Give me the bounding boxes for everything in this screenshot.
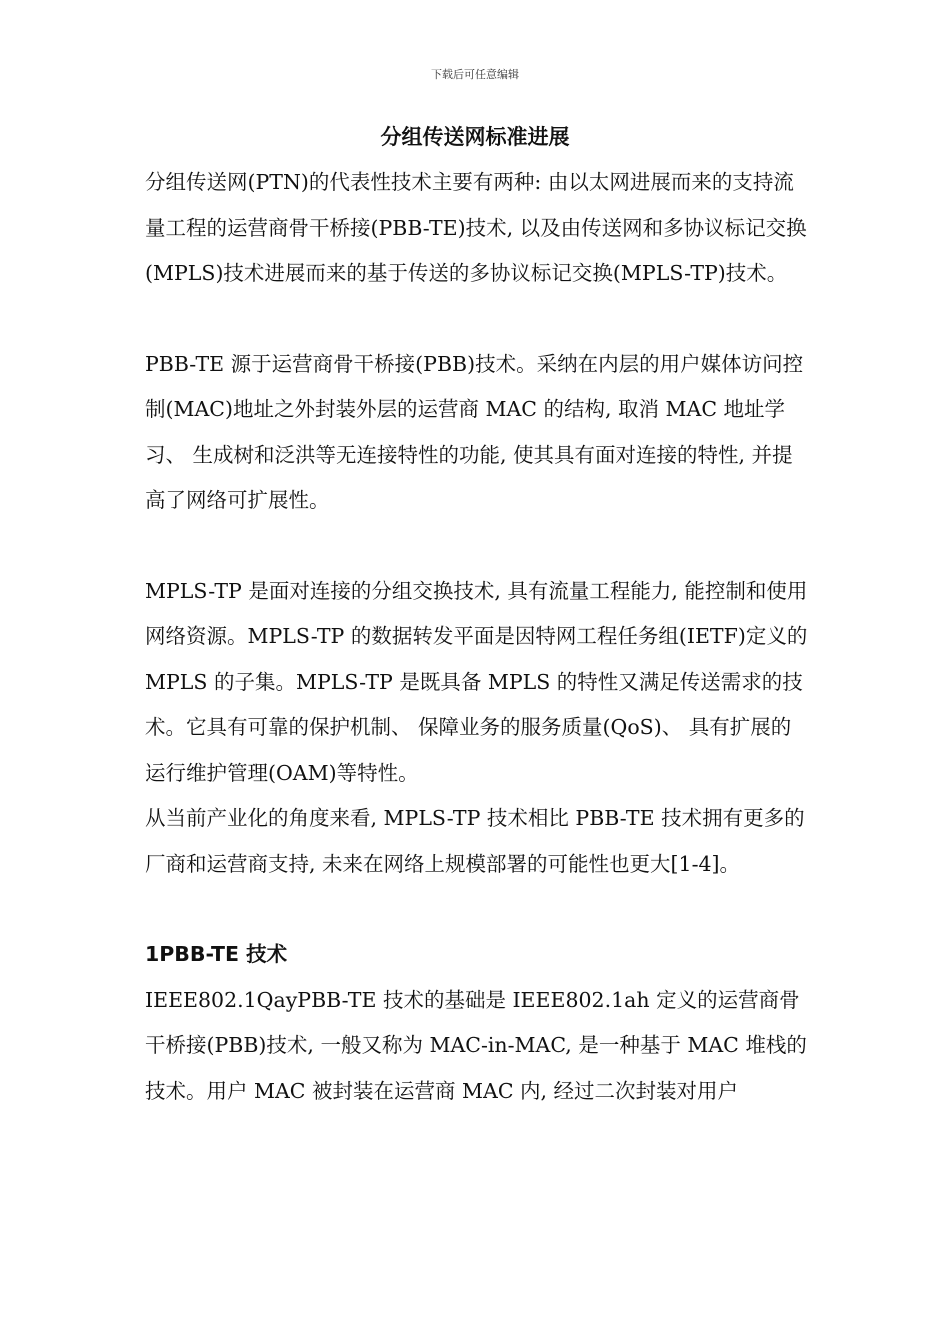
paragraph-gap: [145, 524, 811, 569]
paragraph-pbb-te: PBB-TE 源于运营商骨干桥接(PBB)技术。采纳在内层的用户媒体访问控制(MAC)地址之外封装外层的运营商 MAC 的结构, 取消 MAC 地址学习、 生成树和泛洪等无连接特性的功能, 使其具有面对连接的特性, 并提高了网络可扩展性。: [145, 351, 804, 512]
paragraph-gap: [145, 887, 811, 932]
paragraph-pbb-te-basis: IEEE802.1QayPBB-TE 技术的基础是 IEEE802.1ah 定义的运营商骨干桥接(PBB)技术, 一般又称为 MAC-in-MAC, 是一种基于 MAC 堆栈的技术。用户 MAC 被封装在运营商 MAC 内, 经过二次封装对用户: [145, 987, 807, 1103]
paragraph-ptn-intro: 分组传送网(PTN)的代表性技术主要有两种: 由以太网进展而来的支持流量工程的运营商骨干桥接(PBB-TE)技术, 以及由传送网和多协议标记交换(MPLS)技术进展而来的基于传送的多协议标记交换(MPLS-TP)技术。: [145, 170, 807, 285]
paragraph-industry-view: 从当前产业化的角度来看, MPLS-TP 技术相比 PBB-TE 技术拥有更多的厂商和运营商支持, 未来在网络上规模部署的可能性也更大[1-4]。: [145, 806, 805, 876]
paragraph-mpls-tp: MPLS-TP 是面对连接的分组交换技术, 具有流量工程能力, 能控制和使用网络资源。MPLS-TP 的数据转发平面是因特网工程任务组(IETF)定义的 MPLS 的子集。MPLS-TP 是既具备 MPLS 的特性又满足传送需求的技术。它具有可靠的保护机制、 保障业务的服务质量(QoS)、 具有扩展的运行维护管理(OAM)等特性。: [145, 578, 814, 785]
paragraph-gap: [145, 297, 811, 342]
download-note: 下载后可任意编辑: [431, 68, 519, 81]
document-title: 分组传送网标准进展: [380, 125, 570, 149]
document-body: [145, 160, 814, 1114]
section-heading-pbb-te: 1PBB-TE 技术: [145, 942, 288, 966]
